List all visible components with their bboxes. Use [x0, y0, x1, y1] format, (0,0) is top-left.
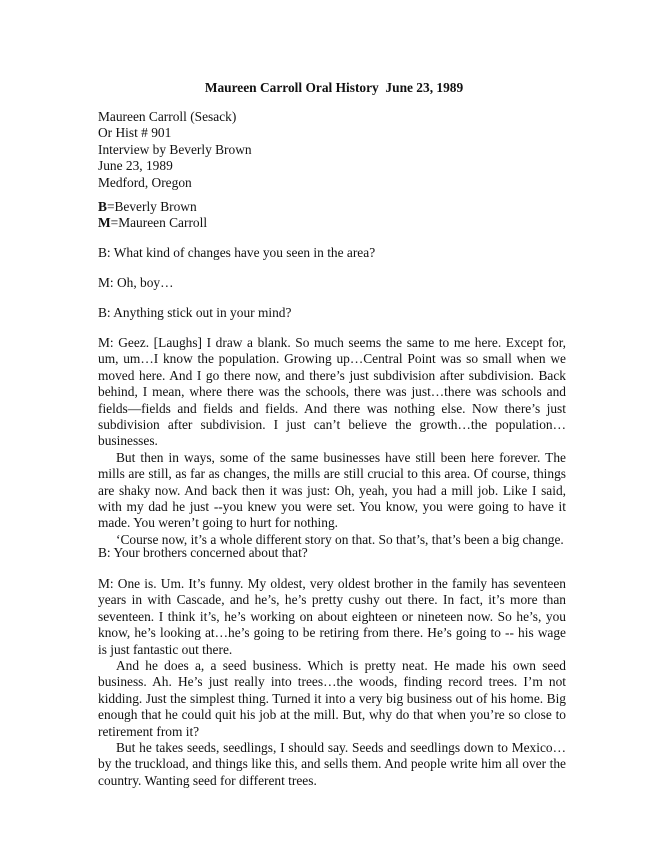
interview-location: Medford, Oregon [98, 174, 192, 190]
legend-item-b [98, 199, 566, 215]
interviewee-name: Maureen Carroll (Sesack) [98, 109, 237, 124]
legend-item-m [98, 215, 566, 231]
legend-code: M [98, 215, 111, 231]
speaker-legend [98, 199, 566, 232]
legend-code: B [98, 199, 107, 214]
question-text: B: Your brothers concerned about that? [98, 545, 308, 560]
answer-1 [98, 275, 566, 291]
answer-paragraph: M: One is. Um. It’s funny. My oldest, very oldest brother in the family has seventeen years in with Cascade, and he’s, he’s pretty cushy out there. In fact, it’s more than seventeen. I think it’s, he’s working on about eighteen or nineteen now. So he’s, you know, he’s looking at…he’s going to be retiring from there. He’s going to -- his wage is just fantastic out there. [98, 576, 566, 657]
question-2 [98, 305, 566, 321]
question-text: B: What kind of changes have you seen in the area? [98, 245, 376, 260]
question-text: B: Anything stick out in your mind? [98, 305, 292, 320]
document-title: Maureen Carroll Oral History June 23, 1989 [204, 80, 464, 95]
interview-date: June 23, 1989 [98, 158, 173, 174]
answer-paragraph: But he takes seeds, seedlings, I should say. Seeds and seedlings down to Mexico…by the truckload, and things like this, and sells them. And people write him all over the country. Wanting seed for different trees. [98, 740, 566, 788]
answer-paragraph: But then in ways, some of the same businesses have still been here forever. The mills are still, as far as changes, the mills are still crucial to this area. Of course, things are shaky now. And back then it was just: Oh, yeah, you had a mill job. Like I said, with my dad he just --you knew you were set. You know, you were going to have it made. You weren’t going to hurt for nothing. [98, 449, 566, 531]
legend-text: =Maureen Carroll [110, 215, 208, 231]
answer-text: M: Oh, boy… [98, 275, 174, 290]
oral-history-number: Or Hist # 901 [98, 125, 172, 141]
interview-header [98, 109, 566, 191]
answer-2 [98, 335, 566, 548]
question-3 [98, 545, 566, 561]
answer-paragraph: M: Geez. [Laughs] I draw a blank. So much seems the same to me here. Except for, um, um…I know the population. Growing up…Central Point was so small when we moved here. And I go there now, and there’s just subdivision after subdivision. Back behind, I mean, where there was the schools, there was just…there was schools and fields—fields and fields and fields. And there was nothing else. Now there’s just subdivision after subdivision. I just can’t believe the growth…the population…businesses. [98, 335, 566, 449]
legend-text: =Beverly Brown [106, 199, 197, 214]
interviewer: Interview by Beverly Brown [98, 141, 252, 157]
answer-paragraph: ‘Course now, it’s a whole different story on that. So that’s, that’s been a big change. [116, 531, 564, 547]
answer-paragraph: And he does a, a seed business. Which is pretty neat. He made his own seed business. Ah. He’s just really into trees…the woods, finding record trees. I’m not kidding. Just the simplest thing. Turned it into a very big business out of his home. Big enough that he could quit his job at the mill. But, why do that when you’re so close to retirement from it? [98, 658, 566, 739]
question-1 [98, 245, 566, 261]
answer-3 [98, 576, 566, 789]
